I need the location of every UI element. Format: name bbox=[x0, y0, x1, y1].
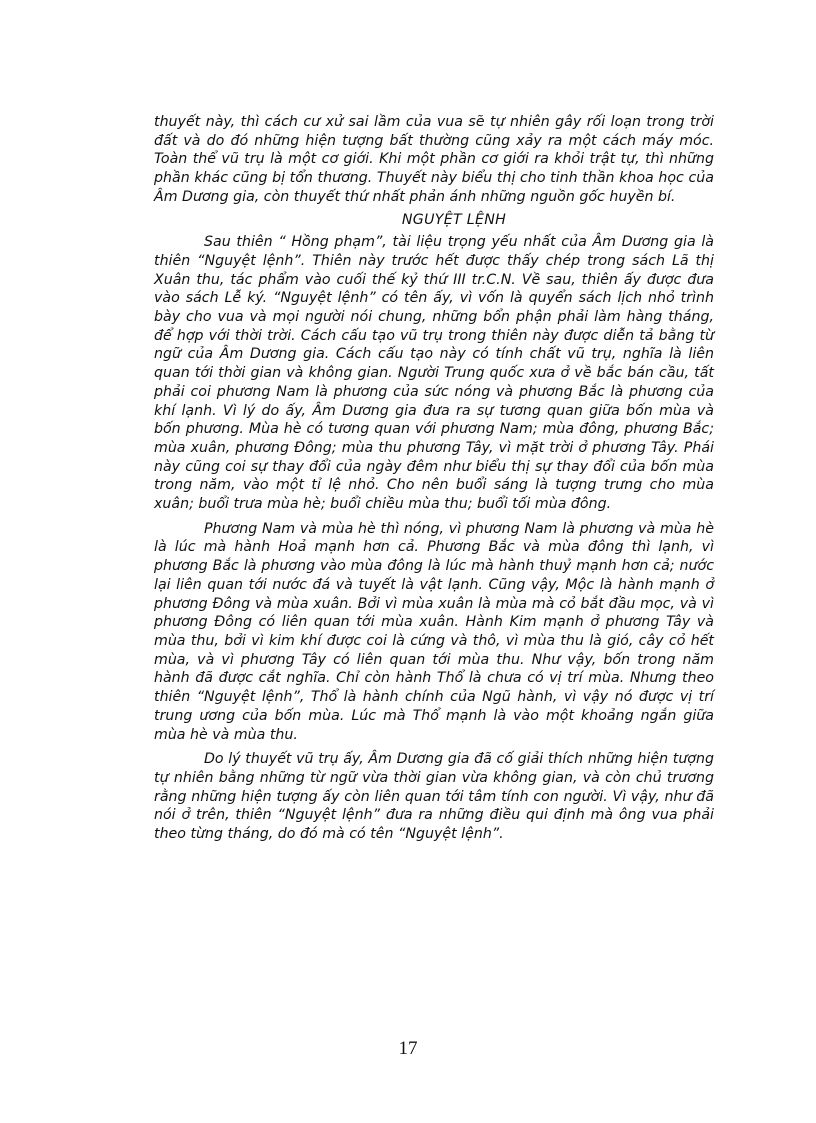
paragraph-3: Do lý thuyết vũ trụ ấy, Âm Dương gia đã cố giải thích những hiện tượng tự nhiên bằng những từ ngữ vừa thời gian vừa không gian, và còn chủ trương rằng những hiện tượng ấy còn liên quan tới tâm tính con người. Vì vậy, như đã nói ở trên, thiên “Nguyệt lệnh” đưa ra những điều qui định mà ông vua phải theo từng tháng, do đó mà có tên “Nguyệt lệnh”. bbox=[154, 751, 714, 843]
page-number: 17 bbox=[398, 1038, 418, 1059]
intro-paragraph: thuyết này, thì cách cư xử sai lầm của vua sẽ tự nhiên gây rối loạn trong trời đất và do đó những hiện tượng bất thường cũng xảy ra một cách máy móc. Toàn thể vũ trụ là một cơ giới. Khi một phần cơ giới ra khỏi trật tự, thì những phần khác cũng bị tổn thương. Thuyết này biểu thị cho tinh thần khoa học của Âm Dương gia, còn thuyết thứ nhất phản ánh những nguồn gốc huyền bí. bbox=[154, 114, 714, 205]
body-text bbox=[154, 113, 714, 844]
paragraph-1: Sau thiên “ Hồng phạm”, tài liệu trọng yếu nhất của Âm Dương gia là thiên “Nguyệt lệnh”. Thiên này trước hết được thấy chép trong sách Lã thị Xuân thu, tác phẩm vào cuối thế kỷ thứ III tr.C.N. Về sau, thiên ấy được đưa vào sách Lễ ký. “Nguyệt lệnh” có tên ấy, vì vốn là quyển sách lịch nhỏ trình bày cho vua và mọi người nói chung, những bổn phận phải làm hàng tháng, để hợp với thời trời. Cách cấu tạo vũ trụ trong thiên này được diễn tả bằng từ ngữ của Âm Dương gia. Cách cấu tạo này có tính chất vũ trụ, nghĩa là liên quan tới thời gian và không gian. Người Trung quốc xưa ở về bắc bán cầu, tất phải coi phương Nam là phương của sức nóng và phương Bắc là phương của khí lạnh. Vì lý do ấy, Âm Dương gia đưa ra sự tương quan giữa bốn mùa và bốn phương. Mùa hè có tương quan với phương Nam; mùa đông, phương Bắc; mùa xuân, phương Đông; mùa thu phương Tây, vì mặt trời ở phương Tây. Phái này cũng coi sự thay đổi của ngày đêm như biểu thị sự thay đổi của bốn mùa trong năm, vào một tỉ lệ nhỏ. Cho nên buổi sáng là tượng trưng cho mùa xuân; buổi trưa mùa hè; buổi chiều mùa thu; buổi tối mùa đông. bbox=[154, 234, 714, 513]
section-heading: NGUYỆT LỆNH bbox=[401, 211, 507, 228]
paragraph-2: Phương Nam và mùa hè thì nóng, vì phương Nam là phương và mùa hè là lúc mà hành Hoả mạnh hơn cả. Phương Bắc và mùa đông thì lạnh, vì phương Bắc là phương vào mùa đông là lúc mà hành thuỷ mạnh hơn cả; nước lại liên quan tới nước đá và tuyết là vật lạnh. Cũng vậy, Mộc là hành mạnh ở phương Đông và mùa xuân. Bởi vì mùa xuân là mùa mà cỏ bắt đầu mọc, và vì phương Đông có liên quan tới mùa xuân. Hành Kim mạnh ở phương Tây và mùa thu, bởi vì kim khí được coi là cứng và thô, vì mùa thu là gió, cây cỏ hết mùa, và vì phương Tây có liên quan tới mùa thu. Như vậy, bốn trong năm hành đã được cắt nghĩa. Chỉ còn hành Thổ là chưa có vị trí mùa. Nhưng theo thiên “Nguyệt lệnh”, Thổ là hành chính của Ngũ hành, vì vậy nó được vị trí trung ương của bốn mùa. Lúc mà Thổ mạnh là vào một khoảng ngắn giữa mùa hè và mùa thu. bbox=[154, 520, 714, 743]
